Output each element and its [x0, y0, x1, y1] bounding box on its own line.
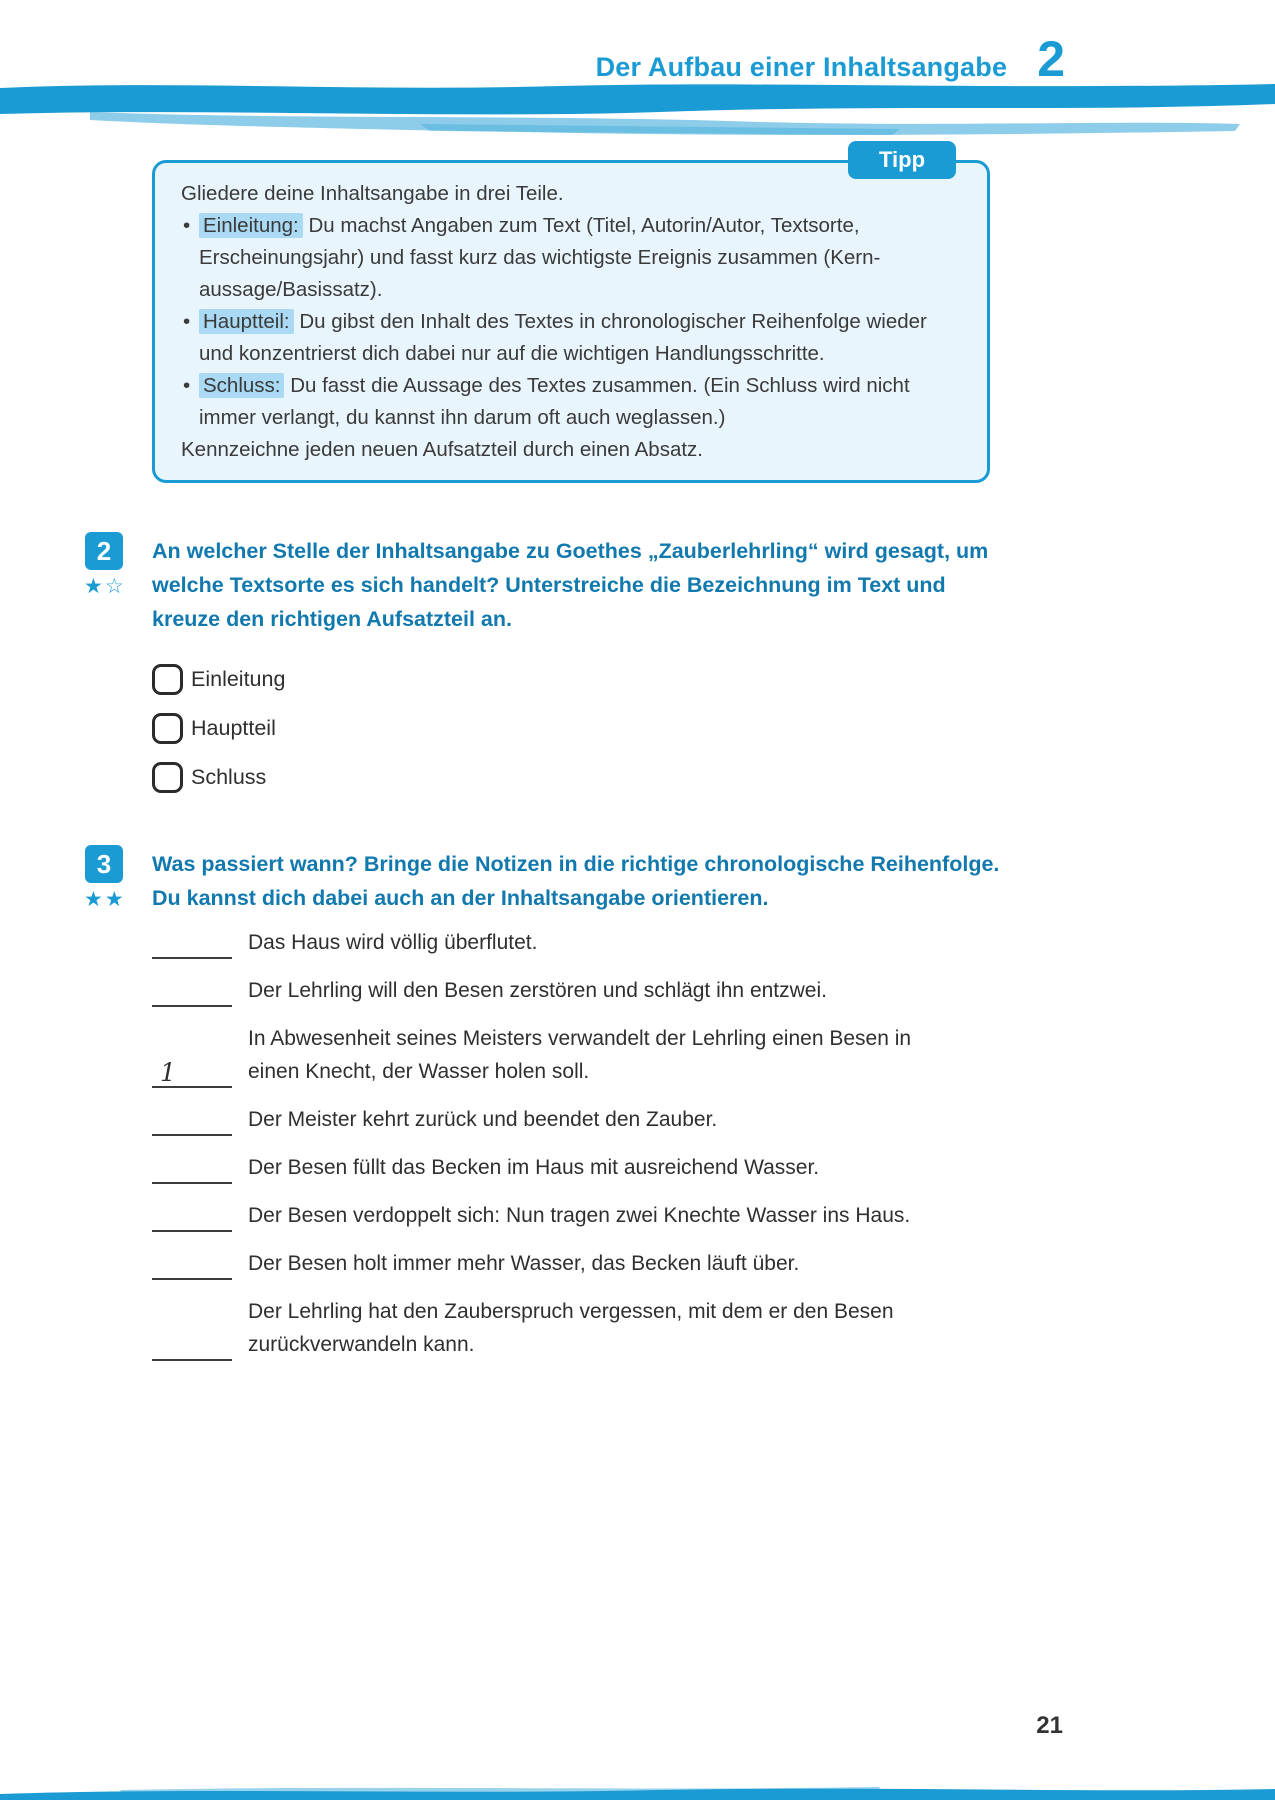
- sequence-text: Der Besen verdoppelt sich: Nun tragen zwei Knechte Wasser ins Haus.: [248, 1204, 911, 1227]
- tip-bullet-text: Du machst Angaben zum Text (Titel, Autorin/Autor, Textsorte, Erscheinungsjahr) und fasst kurz das wichtigste Ereignis zusammen (Kernaussage/Basissatz).: [199, 214, 881, 301]
- exercise-3-instruction: Was passiert wann? Bringe die Notizen in die richtige chronologische Reihenfolge. Du kannst dich dabei auch an der Inhaltsangabe orientieren.: [152, 852, 1000, 910]
- sequence-text: Der Besen füllt das Becken im Haus mit ausreichend Wasser.: [248, 1156, 820, 1179]
- tip-bullet-text: Du gibst den Inhalt des Textes in chronologischer Reihenfolge wieder und konzentrierst dich dabei nur auf die wichtigen Handlungsschritte.: [199, 310, 927, 365]
- sequence-item: [152, 1151, 1032, 1184]
- sequence-text: Der Meister kehrt zurück und beendet den Zauber.: [248, 1108, 718, 1131]
- sequence-text: Der Besen holt immer mehr Wasser, das Becken läuft über.: [248, 1252, 800, 1275]
- tip-outro: Kennzeichne jeden neuen Aufsatzteil durch einen Absatz.: [181, 438, 703, 461]
- highlighted-term: Hauptteil:: [199, 309, 294, 334]
- chapter-number: 2: [1037, 31, 1065, 87]
- top-brush-stroke-decoration: [0, 78, 1275, 136]
- sequence-text: Der Lehrling hat den Zauberspruch vergessen, mit dem er den Besen zurückverwandeln kann.: [248, 1300, 894, 1356]
- exercise-2-badge: 2: [85, 532, 123, 570]
- checkbox-schluss[interactable]: [152, 762, 183, 793]
- checkbox-label: Einleitung: [191, 667, 286, 691]
- sequence-text: Das Haus wird völlig überflutet.: [248, 931, 538, 954]
- highlighted-term: Einleitung:: [199, 213, 303, 238]
- checkbox-row-hauptteil: [152, 713, 285, 744]
- sequence-item: [152, 1022, 1032, 1088]
- checkbox-row-schluss: [152, 762, 285, 793]
- order-blank[interactable]: [152, 1204, 232, 1232]
- order-blank[interactable]: [152, 979, 232, 1007]
- bottom-brush-stroke-decoration: [0, 1782, 1275, 1800]
- page-number: 21: [1036, 1712, 1063, 1739]
- tip-bullet: [181, 306, 961, 370]
- exercise-2-difficulty-stars: ★☆: [84, 575, 126, 598]
- tip-bullet-text: Du fasst die Aussage des Textes zusammen. (Ein Schluss wird nicht immer verlangt, du kannst ihn darum oft auch weglassen.): [199, 374, 910, 429]
- sequence-text: In Abwesenheit seines Meisters verwandelt der Lehrling einen Besen in einen Knecht, der Wasser holen soll.: [248, 1027, 912, 1083]
- sequence-item: [152, 926, 1032, 959]
- sequence-item: [152, 1295, 1032, 1361]
- exercise-3-difficulty-stars: ★★: [84, 888, 126, 911]
- sequence-list: [152, 926, 1032, 1376]
- order-blank-prefilled[interactable]: 1: [152, 1060, 232, 1088]
- tip-bullet: [181, 370, 961, 434]
- exercise-3-badge: 3: [85, 845, 123, 883]
- checkbox-row-einleitung: [152, 664, 285, 695]
- tip-intro: Gliedere deine Inhaltsangabe in drei Teile.: [181, 182, 564, 205]
- tip-box: [152, 160, 990, 483]
- tip-bullet-list: [181, 210, 961, 434]
- order-blank[interactable]: [152, 1156, 232, 1184]
- sequence-text: Der Lehrling will den Besen zerstören und schlägt ihn entzwei.: [248, 979, 827, 1002]
- page-title: Der Aufbau einer Inhaltsangabe: [595, 52, 1008, 82]
- tip-badge: Tipp: [848, 141, 956, 179]
- highlighted-term: Schluss:: [199, 373, 284, 398]
- checkbox-hauptteil[interactable]: [152, 713, 183, 744]
- exercise-2-instruction: An welcher Stelle der Inhaltsangabe zu Goethes „Zauberlehrling“ wird gesagt, um welche Textsorte es sich handelt? Unterstreiche die Bezeichnung im Text und kreuze den richtigen Aufsatzteil an.: [152, 539, 989, 631]
- sequence-item: [152, 1247, 1032, 1280]
- sequence-item: [152, 1103, 1032, 1136]
- order-blank[interactable]: [152, 1108, 232, 1136]
- checkbox-einleitung[interactable]: [152, 664, 183, 695]
- order-blank[interactable]: [152, 1333, 232, 1361]
- answer-checkbox-group: [152, 664, 285, 811]
- checkbox-label: Hauptteil: [191, 716, 276, 740]
- order-blank[interactable]: [152, 931, 232, 959]
- checkbox-label: Schluss: [191, 765, 267, 789]
- sequence-item: [152, 974, 1032, 1007]
- sequence-item: [152, 1199, 1032, 1232]
- tip-bullet: [181, 210, 961, 306]
- order-blank[interactable]: [152, 1252, 232, 1280]
- page-header: [0, 31, 1065, 87]
